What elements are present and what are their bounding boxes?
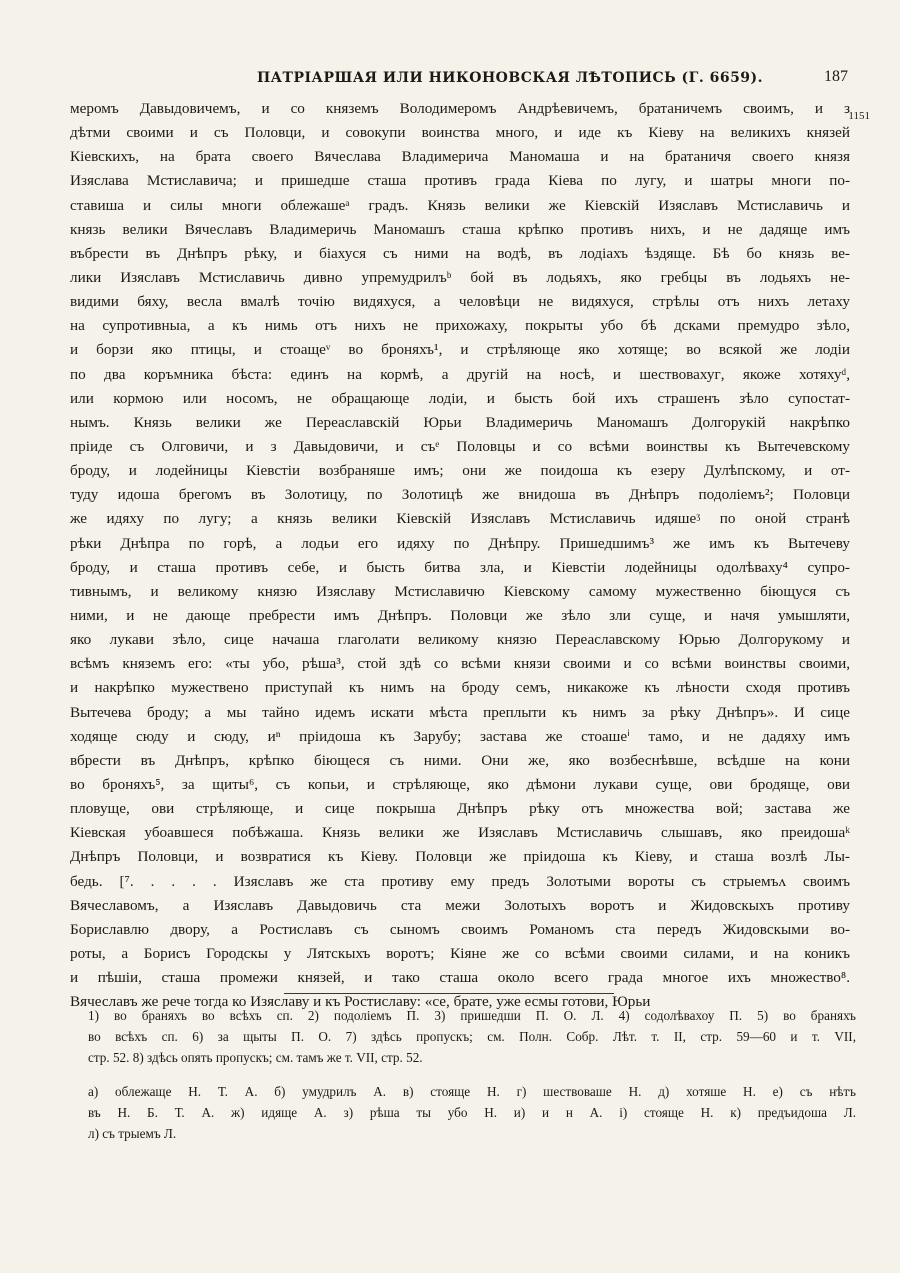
text-line: рѣки Днѣпра по горѣ, а лодьи его идяху по Днѣпру. Пришедшимъ³ же имъ къ Вытечеву: [70, 534, 850, 552]
footnote-divider: [284, 993, 614, 994]
page-number: 187: [824, 68, 848, 85]
text-line: Днѣпръ Половци, и возвратися къ Кіеву. Половци же пріидоша къ Кіеву, и сташа возлѣ Лы-: [70, 848, 850, 866]
text-line: Бориславлю двору, а Ростиславъ съ сыномъ своимъ Романомъ ста передъ Жидовскыми во-: [70, 920, 850, 938]
text-line: бедь. [⁷. . . . . Изяславъ же ста противу ему предъ Золотыми вороты съ стрыемъᴧ своимъ: [70, 872, 850, 890]
text-line: Кіевская убоавшеся побѣжаша. Князь велики же Изяславъ Мстиславичь слышавъ, яко преидошаᵏ: [70, 824, 850, 842]
footnote-line: во всѣхъ сп. 6) за щыты П. О. 7) здѣсь пропускъ; см. Полн. Собр. Лѣт. т. II, стр. 59—60 и т. VII,: [88, 1029, 856, 1044]
variant-note-line: л) съ трыемъ Л.: [88, 1126, 177, 1141]
text-line: пріиде съ Олговичи, и з Давыдовичи, и съᵉ Половцы и со всѣми воинствы къ Вытечевскому: [70, 437, 850, 455]
text-line: въбрести въ Днѣпръ рѣку, и біахуся съ ними на водѣ, въ лодіахъ ѣздяще. Бѣ бо князь ве-: [70, 244, 850, 262]
variant-note-line: а) облежаще Н. Т. А. б) умудрилъ А. в) стояще Н. г) шествоваше Н. д) хотяше Н. е) съ нѣтъ: [88, 1084, 856, 1099]
text-line: туду идоша брегомъ въ Золотицу, по Золотицѣ же внидоша въ Днѣпръ подоліемъ²; Половци: [70, 486, 850, 504]
text-line: и пѣшіи, сташа промежи князей, и тако сташа около всего града многое ихъ множество⁸.: [70, 969, 850, 987]
text-line: нымъ. Князь велики же Переаславскій Юрьи Владимеричь Маномашъ Долгорукій накрѣпко: [70, 413, 850, 431]
text-line: же идяху по лугу; а князь велики Кіевскій Изяславъ Мстиславичь идяшеᶾ по оной странѣ: [70, 510, 850, 528]
text-line: Изяслава Мстиславича; и пришедше сташа противъ града Кіева по лугу, и шатры многи по-: [70, 172, 850, 190]
text-line: и накрѣпко мужествено приступай къ нимъ на броду семъ, никакоже къ лѣности сходя противъ: [70, 679, 850, 697]
text-line: дѣтми своими и съ Половци, и совокупи воинства много, и иде къ Кіеву на великихъ князей: [70, 124, 850, 142]
text-line: роты, а Борисъ Городскы у Лятскыхъ воротъ; Кіяне же со всѣми своими силами, и на коникъ: [70, 944, 850, 962]
text-line: Вячеславъ же рече тогда ко Изяславу и къ Ростиславу: «се, брате, уже есмы готови, Юрьи: [70, 993, 651, 1011]
text-line: броду, и лодейницы Кіевстіи возбраняше имъ; они же поидоша къ езеру Дулѣпскому, и от-: [70, 462, 850, 480]
running-title: ПАТРІАРШАЯ ИЛИ НИКОНОВСКАЯ ЛѢТОПИСЬ (Г. 6659).: [256, 70, 764, 86]
text-line: во броняхъ⁵, за щиты⁶, съ копьи, и стрѣляюще, яко дѣмони лукави суще, ови бродяще, ови: [70, 775, 850, 793]
text-line: князь велики Вячеславъ Владимеричь Маномашъ сташа крѣпко противъ нихъ, и не дадяще имъ: [70, 220, 850, 238]
text-line: Кіевскихъ, на брата своего Вячеслава Владимерича Маномаша и на братаничя своего князя: [70, 148, 850, 166]
text-line: Вячеславомъ, а Изяславъ Давыдовичь ста межи Золотыхъ воротъ и Жидовскыхъ противу: [70, 896, 850, 914]
text-line: пловуще, ови стрѣляюще, и сице покрыша Днѣпръ рѣку отъ множества вой; застава же: [70, 800, 850, 818]
text-line: вбрести въ Днѣпръ, крѣпко біющеся съ ними. Они же, яко возбеснѣвше, всѣдше на кони: [70, 751, 850, 769]
footnote-line: стр. 52. 8) здѣсь опять пропускъ; см. тамъ же т. VII, стр. 52.: [88, 1050, 423, 1065]
text-line: всѣмъ княземъ его: «ты убо, рѣша³, стой здѣ со всѣми князи своими и со всѣми воинствы своими,: [70, 655, 850, 673]
text-line: лики Изяславъ Мстиславичь дивно упремудрилъᵇ бой въ лодьяхъ, яко гребцы въ лодьяхъ не-: [70, 268, 850, 286]
footnote-line: 1) во браняхъ во всѣхъ сп. 2) подоліемъ П. 3) пришедши П. О. Л. 4) содолѣвахоу П. 5) во браняхъ: [88, 1008, 856, 1023]
text-line: яко лукави зѣло, сице начаша глаголати великому князю Переаславскому Юрью Долгорукому и: [70, 631, 850, 649]
variant-note-line: въ Н. Б. Т. А. ж) идяще А. з) рѣша ты убо Н. и) и н А. і) стояще Н. к) предъидоша Л.: [88, 1105, 856, 1120]
text-line: на супротивныа, а къ нимь отъ нихъ не прихожаху, покрыты убо бѣ дсками премудро зѣло,: [70, 317, 850, 335]
text-line: Вытечева броду; а мы тайно идемъ искати мѣста преплыти къ нимъ за рѣку Днѣпръ». И сице: [70, 703, 850, 721]
footnotes-alpha: [88, 1081, 856, 1144]
text-line: броду, и сташа противъ себе, и бысть битва зла, и Кіевстіи лодейницы одолѣваху⁴ супро-: [70, 558, 850, 576]
margin-year: 1151: [848, 110, 870, 122]
text-line: ставиша и силы многи облежашеᵃ градъ. Князь велики же Кіевскій Изяславъ Мстиславичь и: [70, 196, 850, 214]
text-line: и борзи яко птицы, и стоащеᵛ во броняхъ¹, и стрѣляюще яко хотяще; во всякой же лодіи: [70, 341, 850, 359]
text-line: или кормою или носомъ, не обращающе лодіи, и бысть бой ихъ страшенъ зѣло супостат-: [70, 389, 850, 407]
text-line: меромъ Давыдовичемъ, и со княземъ Володимеромъ Андрѣевичемъ, братаничемъ своимъ, и з: [70, 100, 850, 117]
text-line: по два коръмника бѣста: единъ на кормѣ, а другій на носѣ, и шествовахуᴦ, якоже хотяхуᵈ,: [70, 365, 850, 383]
text-line: ходяще сюду и сюду, иⁿ пріидоша къ Зарубу; застава же стоашеⁱ тамо, и не дадяху имъ: [70, 727, 850, 745]
footnotes-numeric: [88, 1005, 856, 1068]
text-line: тивнымъ, и великому князю Изяславу Мстиславичю Кіевскому самому мужественно біющуся съ: [70, 582, 850, 600]
text-line: ними, и не дающе пребрести имъ Днѣпръ. Половци же зѣло зли суще, и начя умышляти,: [70, 606, 850, 624]
main-text: [70, 97, 850, 1014]
text-line: видими бяху, весла вмалѣ точію видяхуся, а человѣци не видяхуся, стрѣлы отъ нихъ летаху: [70, 293, 850, 311]
